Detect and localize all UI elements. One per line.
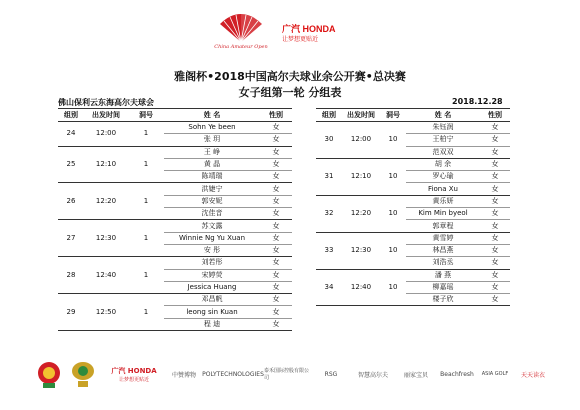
group-number: 27 — [58, 220, 84, 257]
tee-time: 12:20 — [342, 195, 380, 232]
player-name: 胡 余 — [434, 160, 452, 169]
start-hole: 10 — [380, 269, 406, 306]
sponsor-6: 智慧高尔夫 — [357, 371, 388, 379]
player-gender: 女 — [260, 244, 292, 256]
player-name: 楼子欣 — [406, 294, 480, 306]
page-subtitle: 女子组第一轮 分组表 — [238, 86, 342, 99]
player-name: 林昌燕 — [406, 244, 480, 256]
sponsor-7: 丽家宝贝 — [403, 371, 428, 379]
fan-logo-icon — [214, 12, 268, 58]
player-gender: 女 — [491, 270, 499, 279]
player-gender: 女 — [480, 208, 510, 220]
player-name: 王 峥 — [203, 147, 221, 156]
player-gender: 女 — [260, 269, 292, 281]
player-name: 柳嘉瑶 — [406, 281, 480, 293]
table-row — [316, 195, 510, 207]
page-title: 雅阁杯•2018中国高尔夫球业余公开赛•总决赛 — [174, 70, 406, 83]
player-gender: 女 — [480, 171, 510, 183]
player-name: 苏文露 — [201, 221, 223, 230]
sponsor-honda-sub: 让梦想更贴近 — [118, 376, 149, 383]
player-name: Sohn Ye been — [188, 123, 236, 132]
group-number: 30 — [316, 122, 342, 159]
start-hole: 10 — [380, 122, 406, 159]
start-hole: 1 — [128, 257, 164, 294]
player-gender: 女 — [491, 160, 499, 169]
col-gender: 性别 — [480, 109, 510, 122]
player-name: 朱钰润 — [432, 123, 454, 132]
player-gender: 女 — [260, 208, 292, 220]
group-number: 34 — [316, 269, 342, 306]
player-name: Kim Min byeol — [406, 208, 480, 220]
player-name: Winnie Ng Yu Xuan — [164, 232, 260, 244]
tee-time: 12:30 — [342, 232, 380, 269]
player-name: 黄乐妍 — [432, 196, 454, 205]
start-hole: 10 — [380, 158, 406, 195]
player-gender: 女 — [272, 258, 280, 267]
player-gender: 女 — [272, 295, 280, 304]
player-name: 郭章程 — [406, 220, 480, 232]
sponsor-3: POLYTECHNOLOGIES — [202, 370, 264, 378]
tee-time: 12:50 — [84, 294, 128, 331]
player-name: 陈靖瑞 — [164, 171, 260, 183]
date-label: 2018.12.28 — [452, 97, 503, 106]
pairing-table-right — [316, 108, 510, 306]
group-number: 25 — [58, 146, 84, 183]
player-gender: 女 — [480, 146, 510, 158]
trophy-emblem-icon — [68, 356, 98, 392]
group-number: 33 — [316, 232, 342, 269]
col-hole: 洞号 — [380, 109, 406, 122]
player-gender: 女 — [272, 221, 280, 230]
start-hole: 10 — [380, 195, 406, 232]
start-hole: 1 — [128, 183, 164, 220]
player-name: 沈佳音 — [164, 208, 260, 220]
player-gender: 女 — [480, 244, 510, 256]
player-gender: 女 — [480, 220, 510, 232]
honda-slogan-text: 让梦想更贴近 — [282, 36, 319, 43]
player-gender: 女 — [260, 171, 292, 183]
col-name: 姓 名 — [164, 109, 260, 122]
player-name: 罗心瑜 — [406, 171, 480, 183]
tee-time: 12:00 — [84, 122, 128, 147]
player-name: 刘若彤 — [201, 258, 223, 267]
tournament-logo — [214, 12, 268, 58]
tee-time: 12:40 — [84, 257, 128, 294]
player-name: 黄雪婷 — [432, 233, 454, 242]
player-gender: 女 — [272, 147, 280, 156]
table-row — [316, 122, 510, 134]
player-name: 宋婷荧 — [164, 269, 260, 281]
col-group: 组别 — [58, 109, 84, 122]
player-gender: 女 — [491, 233, 499, 242]
player-gender: 女 — [480, 281, 510, 293]
header — [0, 8, 580, 58]
player-name: 洪婕宁 — [201, 184, 223, 193]
player-gender: 女 — [480, 294, 510, 306]
player-gender: 女 — [260, 134, 292, 146]
group-number: 32 — [316, 195, 342, 232]
group-number: 24 — [58, 122, 84, 147]
player-gender: 女 — [272, 184, 280, 193]
group-number: 29 — [58, 294, 84, 331]
table-row — [58, 257, 292, 269]
tee-time: 12:10 — [342, 158, 380, 195]
table-row — [58, 220, 292, 232]
player-name: 刘浩丞 — [406, 257, 480, 269]
venue-label: 佛山保利云东海高尔夫球会 — [58, 98, 154, 107]
sponsor-8: Beachfresh — [440, 370, 474, 378]
tee-time: 12:30 — [84, 220, 128, 257]
table-row — [58, 294, 292, 306]
table-row — [58, 146, 292, 158]
player-name: 郭安妮 — [164, 195, 260, 207]
player-gender: 女 — [491, 123, 499, 132]
player-gender: 女 — [480, 257, 510, 269]
table-row — [316, 269, 510, 281]
player-gender: 女 — [260, 306, 292, 318]
table-row — [316, 158, 510, 170]
lion-mascot-icon — [34, 356, 64, 392]
player-gender: 女 — [260, 232, 292, 244]
player-gender: 女 — [491, 196, 499, 205]
col-group: 组别 — [316, 109, 342, 122]
sponsor-strip — [34, 356, 554, 392]
player-gender: 女 — [260, 195, 292, 207]
start-hole: 10 — [380, 232, 406, 269]
sponsor-honda-text: 广汽 HONDA — [111, 366, 157, 375]
player-name: 安 彤 — [164, 244, 260, 256]
player-name: Fiona Xu — [406, 183, 480, 195]
col-name: 姓 名 — [406, 109, 480, 122]
group-number: 26 — [58, 183, 84, 220]
logo-script-text: China Amateur Open — [214, 44, 268, 50]
col-gender: 性别 — [260, 109, 292, 122]
sponsor-5: RSG — [324, 370, 338, 378]
pairing-table-left — [58, 108, 292, 331]
player-gender: 女 — [260, 281, 292, 293]
group-number: 28 — [58, 257, 84, 294]
player-name: 邓昌帆 — [201, 295, 223, 304]
tee-time: 12:40 — [342, 269, 380, 306]
col-hole: 洞号 — [128, 109, 164, 122]
start-hole: 1 — [128, 146, 164, 183]
col-time: 出发时间 — [342, 109, 380, 122]
honda-brand-text: 广汽 HONDA — [282, 24, 336, 34]
player-name: 黄 晶 — [164, 158, 260, 170]
player-gender: 女 — [480, 134, 510, 146]
player-name: 潘 燕 — [434, 270, 452, 279]
tee-time: 12:10 — [84, 146, 128, 183]
honda-logo — [282, 22, 372, 52]
sponsor-4: 泰禾国际控股有限公司 — [264, 368, 310, 381]
player-gender: 女 — [260, 318, 292, 330]
col-time: 出发时间 — [84, 109, 128, 122]
tee-time: 12:20 — [84, 183, 128, 220]
sponsor-honda — [104, 356, 164, 392]
start-hole: 1 — [128, 220, 164, 257]
start-hole: 1 — [128, 294, 164, 331]
table-row — [316, 232, 510, 244]
table-row — [58, 122, 292, 134]
player-name: 程 迪 — [164, 318, 260, 330]
group-number: 31 — [316, 158, 342, 195]
player-name: leong sin Kuan — [164, 306, 260, 318]
player-name: 张 玥 — [164, 134, 260, 146]
sponsor-9: ASIA GOLF — [481, 371, 509, 377]
tee-time: 12:00 — [342, 122, 380, 159]
player-gender: 女 — [480, 183, 510, 195]
player-name: 范双双 — [406, 146, 480, 158]
sponsor-10: 天天读衣 — [520, 371, 545, 379]
sponsor-2: 中赞博物 — [171, 371, 196, 379]
player-gender: 女 — [260, 158, 292, 170]
start-hole: 1 — [128, 122, 164, 147]
player-name: Jessica Huang — [164, 281, 260, 293]
player-name: 王柏宁 — [406, 134, 480, 146]
table-row — [58, 183, 292, 195]
player-gender: 女 — [272, 123, 280, 132]
